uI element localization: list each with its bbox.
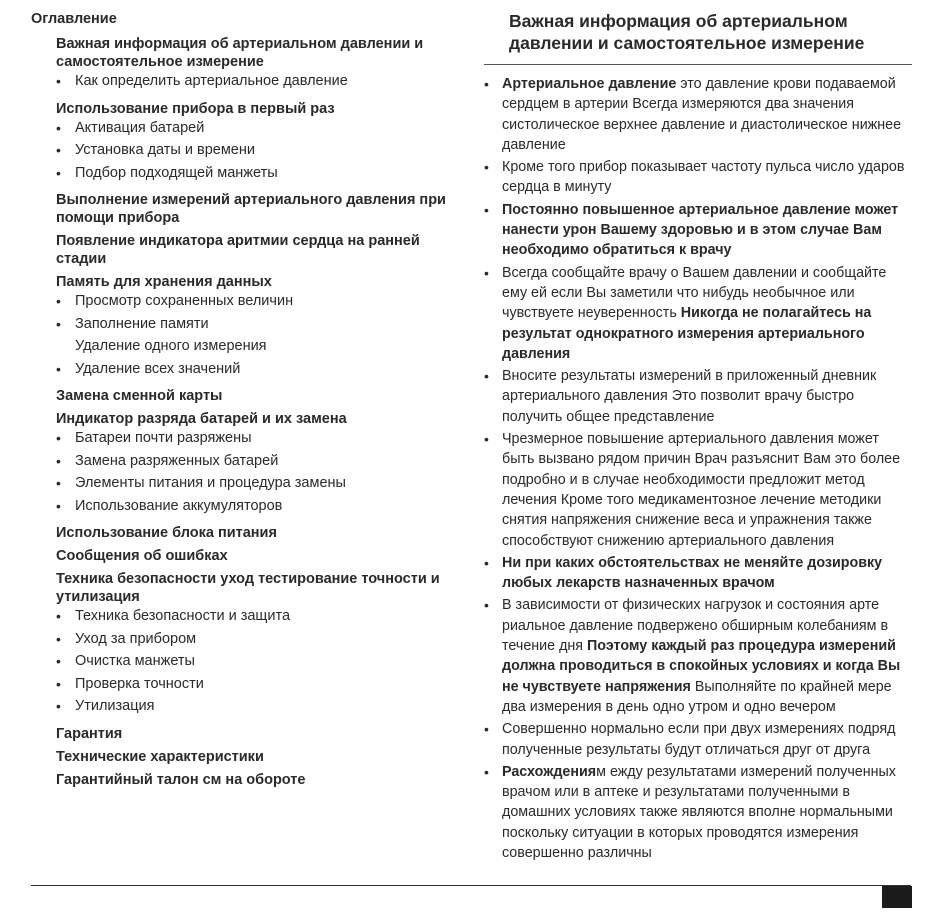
body-text: это давление крови подаваемой сердцем в артерии Всегда измеряются два значения систолическое верхнее давление и диастолическое нижнее давление (502, 76, 902, 153)
toc-section-heading[interactable]: Выполнение измерений артериального давления при помощи прибора (56, 192, 446, 226)
toc-body (31, 34, 471, 793)
toc-subitem[interactable]: • Уход за прибором (75, 630, 471, 653)
toc-section-heading[interactable]: Технические характеристики (56, 748, 264, 765)
toc-section-heading[interactable]: Техника безопасности уход тестирование точности и утилизация (56, 571, 440, 605)
emphasis-text: Никогда не полагайтесь на результат однократного измерения артериального давления (502, 305, 872, 362)
emphasis-text: Расхождения (502, 763, 597, 780)
bullet-paragraph (484, 366, 914, 427)
toc-subitem[interactable]: • Очистка манжеты (75, 652, 471, 675)
body-text: м ежду результатами измерений полученных врачом или в аптеке и результатами полученными в домашних условиях также являются вполне нормальными поскольку ситуации в которых проводятся измерения совершенно различны (502, 763, 896, 861)
content-column (484, 8, 914, 861)
toc-section-heading[interactable]: Гарантийный талон см на обороте (56, 771, 306, 788)
toc-subitem[interactable]: • Замена разряженных батарей (75, 452, 471, 475)
toc-section-heading[interactable]: Появление индикатора аритмии сердца на ранней стадии (56, 233, 420, 267)
bullet-paragraph (484, 74, 914, 155)
toc-title: Оглавление (31, 11, 117, 27)
toc-subitem[interactable]: • Техника безопасности и защита (75, 607, 471, 630)
toc-section-heading[interactable]: Важная информация об артериальном давлении и самостоятельное измерение (56, 36, 424, 70)
toc-section-heading[interactable]: Замена сменной карты (56, 388, 223, 404)
bullet-paragraph (484, 157, 914, 198)
toc-section-heading[interactable]: Индикатор разряда батарей и их замена (56, 411, 347, 427)
emphasis-text: Ни при каких обстоятельствах не меняйте дозировку любых лекарств назначенных врачом (502, 554, 883, 592)
toc-subitem[interactable]: • Проверка точности (75, 675, 471, 698)
emphasis-text: Поэтому каждый раз процедура измерений должна проводиться в спокойных условиях и когда Вы не чувствуете напряжения (502, 638, 901, 695)
toc-subitem[interactable]: • Как определить артериальное давление (75, 72, 471, 95)
toc-section-heading[interactable]: Использование прибора в первый раз (56, 100, 335, 117)
toc-subitem[interactable]: • Активация батарей (75, 119, 471, 142)
toc-subitem[interactable]: • Утилизация (75, 697, 471, 720)
toc-section-heading[interactable]: Гарантия (56, 725, 123, 742)
bullet-paragraph (484, 200, 914, 261)
toc-subitem[interactable]: • Заполнение памяти (75, 315, 471, 338)
toc-subitem[interactable]: • Просмотр сохраненных величин (75, 292, 471, 315)
toc-subitem[interactable]: Удаление одного измерения (75, 338, 267, 354)
bullet-paragraph (484, 762, 914, 863)
body-text: Кроме того прибор показывает частоту пульса число ударов сердца в минуту (502, 159, 905, 196)
body-text: Выполняйте по крайней мере два измерения в день одно утром и одно вечером (502, 678, 892, 715)
toc-subitem[interactable]: • Подбор подходящей манжеты (75, 164, 471, 187)
body-text: Всегда сообщайте врачу о Вашем давлении и сообщайте ему ей если Вы заметили что нибудь необычное или чувствуете неуверенность (502, 264, 887, 322)
body-text: Совершенно нормально если при двух измерениях подряд полученные результаты будут отличаться друг от друга (502, 721, 896, 758)
body-text: В зависимости от физических нагрузок и состояния арте риальное давление подвержено обширным колебаниям в течение дня (502, 597, 889, 655)
footer-divider (31, 885, 911, 886)
toc-subitem[interactable]: • Использование аккумуляторов (75, 497, 471, 520)
toc-section-heading[interactable]: Сообщения об ошибках (56, 548, 228, 564)
bullet-list (484, 74, 914, 865)
bullet-paragraph (484, 263, 914, 364)
table-of-contents (31, 10, 471, 793)
bullet-paragraph (484, 719, 914, 760)
bullet-paragraph (484, 429, 914, 551)
bullet-paragraph (484, 553, 914, 594)
toc-subitem[interactable]: • Установка даты и времени (75, 141, 471, 164)
toc-subitem[interactable]: • Удаление всех значений (75, 360, 471, 383)
title-divider (484, 64, 912, 65)
toc-subitem[interactable]: • Элементы питания и процедура замены (75, 474, 471, 497)
section-title: Важная информация об артериальном давлении и самостоятельное измерение (509, 11, 865, 53)
body-text: Чрезмерное повышение артериального давления может быть вызвано рядом причин Врач разъяснит Вам это более подробно и в случае необходимости предложит метод лечения Кроме того медикаментозное лечение методики снятия напряжения снижение веса и упражнения также способствуют снижению артериального давления (502, 431, 901, 549)
spacer (31, 789, 471, 793)
body-text: Вносите результаты измерений в приложенный дневник артериального давления Это позволит врачу быстро получить общее представление (502, 368, 877, 425)
toc-section-heading[interactable]: Память для хранения данных (56, 274, 272, 290)
page-corner-marker (882, 886, 912, 908)
toc-subitem[interactable]: • Батареи почти разряжены (75, 429, 471, 452)
emphasis-text: Постоянно повышенное артериальное давление может нанести урон Вашему здоровью и в этом случае Вам необходимо обратиться к врачу (502, 201, 899, 259)
emphasis-text: Артериальное давление (502, 76, 677, 92)
toc-section-heading[interactable]: Использование блока питания (56, 525, 277, 541)
bullet-paragraph (484, 595, 914, 717)
